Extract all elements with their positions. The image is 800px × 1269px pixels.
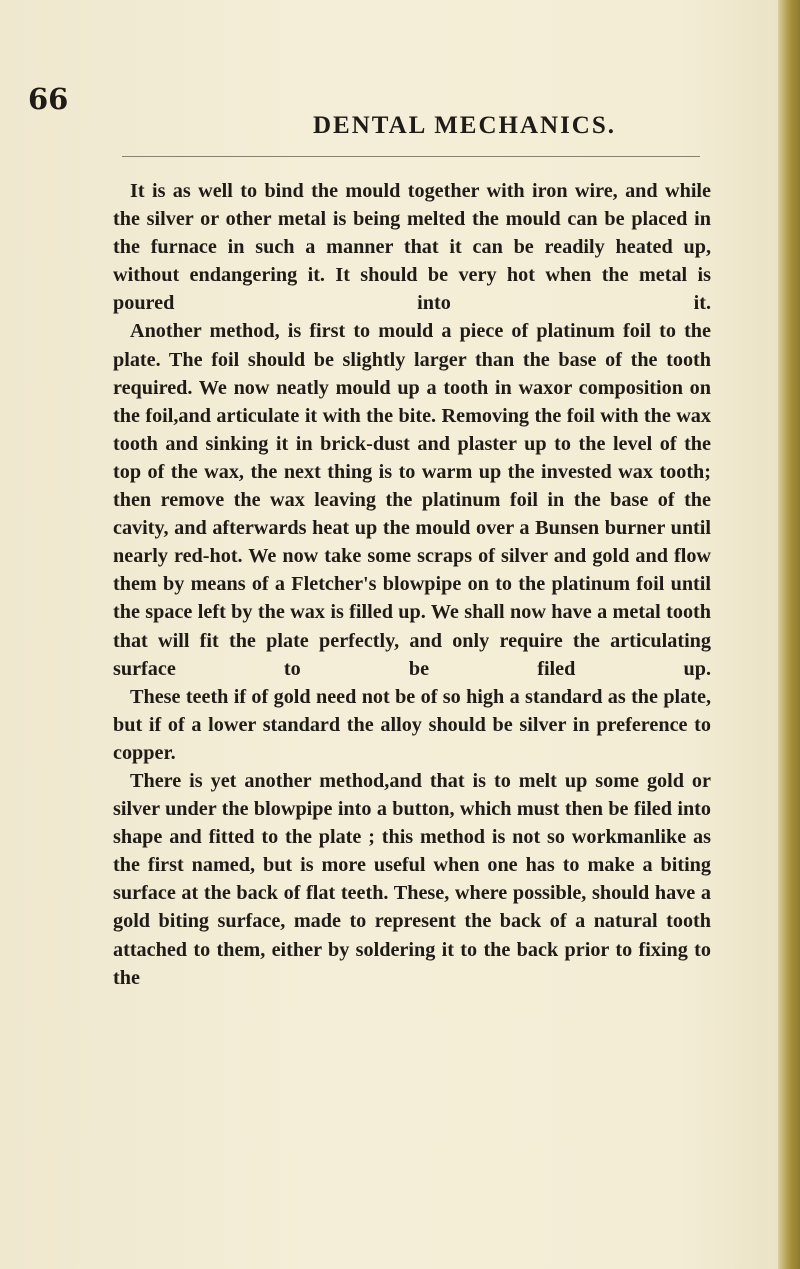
paragraph: It is as well to bind the mould together with iron wire, and while the silver or other metal is being melted the mould can be placed in the furnace in such a manner that it can be readily heated up, without endangering it. It should be very hot when the metal is poured into it. bbox=[113, 180, 711, 315]
page-number: 66 bbox=[28, 82, 69, 116]
paragraph: These teeth if of gold need not be of so high a standard as the plate, but if of a lower standard the alloy should be silver in preference to copper. bbox=[113, 685, 711, 764]
header-rule bbox=[122, 156, 700, 157]
page-edge bbox=[778, 0, 800, 1269]
body-text bbox=[113, 177, 711, 992]
paragraph: There is yet another method,and that is to melt up some gold or silver under the blowpipe into a button, which must then be filed into shape and fitted to the plate ; this method is not so workmanlike as the first named, but is more useful when one has to make a biting surface at the back of flat teeth. These, where possible, should have a gold biting surface, made to represent the back of a natural tooth attached to them, either by soldering it to the back prior to fixing to the bbox=[113, 769, 711, 989]
paragraph: Another method, is first to mould a piece of platinum foil to the plate. The foil should be slightly larger than the base of the tooth required. We now neatly mould up a tooth in waxor composition on the foil,and articulate it with the bite. Removing the foil with the wax tooth and sinking it in brick-dust and plaster up to the level of the top of the wax, the next thing is to warm up the invested wax tooth; then remove the wax leaving the platinum foil in the base of the cavity, and afterwards heat up the mould over a Bunsen burner until nearly red-hot. We now take some scraps of silver and gold and flow them by means of a Fletcher's blowpipe on to the platinum foil until the space left by the wax is filled up. We shall now have a metal tooth that will fit the plate perfectly, and only require the articulating surface to be filed up. bbox=[113, 320, 711, 680]
running-title: DENTAL MECHANICS. bbox=[313, 112, 617, 139]
